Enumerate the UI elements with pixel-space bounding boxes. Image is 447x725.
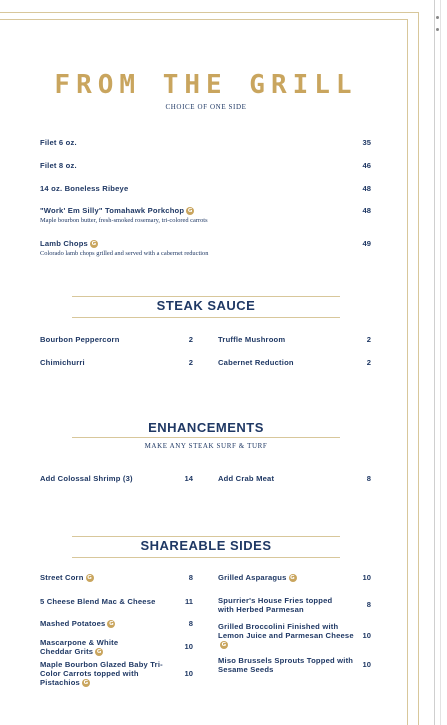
menu-item-price: 2	[366, 335, 371, 344]
menu-item-price: 48	[362, 184, 371, 193]
menu-item: Chimichurri	[40, 358, 85, 367]
enhancements-title: ENHANCEMENTS	[148, 420, 264, 435]
menu-item-price: 10	[184, 642, 193, 651]
menu-item-price: 35	[362, 138, 371, 147]
menu-item-description: Colorado lamb chops grilled and served with a cabernet reduction	[40, 250, 209, 257]
menu-item-price: 2	[188, 335, 193, 344]
enhancements-subtitle: MAKE ANY STEAK SURF & TURF	[144, 442, 268, 450]
menu-item: Miso Brussels Sprouts Topped with Sesame Seeds	[218, 656, 354, 674]
menu-item-price: 11	[184, 597, 193, 606]
menu-item-description: Maple bourbon butter, fresh-smoked rosemary, tri-colored carrots	[40, 217, 208, 224]
menu-item-price: 49	[362, 239, 371, 248]
menu-item	[40, 239, 98, 248]
section-rule	[72, 536, 340, 537]
menu-item: 5 Cheese Blend Mac & Cheese	[40, 597, 156, 606]
menu-item-name: Mashed Potatoes	[40, 619, 106, 628]
menu-item	[40, 573, 160, 582]
menu-item-price: 8	[188, 573, 193, 582]
gluten-free-icon: G	[91, 241, 97, 247]
gluten-free-icon: G	[109, 621, 114, 627]
sides-title: SHAREABLE SIDES	[140, 538, 272, 553]
menu-item-price: 10	[362, 631, 371, 640]
menu-item: Filet 8 oz.	[40, 161, 77, 170]
menu-item: Spurrier's House Fries topped with Herbed Parmesan	[218, 596, 333, 614]
menu-item-name: Lamb Chops	[40, 239, 88, 248]
menu-item	[218, 573, 338, 582]
section-rule	[72, 557, 340, 558]
menu-item: 14 oz. Boneless Ribeye	[40, 184, 129, 193]
page-edge-2	[440, 0, 441, 725]
menu-item	[40, 619, 160, 628]
gluten-free-icon: G	[96, 649, 102, 655]
menu-item-name: Mascarpone & White Cheddar Grits	[40, 638, 119, 656]
gluten-free-icon: G	[221, 642, 227, 648]
menu-item-price: 10	[184, 669, 193, 678]
menu-item-price: 8	[366, 600, 371, 609]
menu-item: Bourbon Peppercorn	[40, 335, 120, 344]
scan-dot	[436, 28, 439, 31]
gluten-free-icon: G	[290, 575, 295, 581]
gluten-free-icon: G	[83, 680, 89, 686]
menu-item-name: "Work' Em Silly" Tomahawk Porkchop	[40, 206, 185, 215]
menu-item-price: 46	[362, 161, 371, 170]
menu-item-price: 2	[188, 358, 193, 367]
menu-item-price: 2	[366, 358, 371, 367]
section-rule	[72, 296, 340, 297]
menu-item: Add Colossal Shrimp (3)	[40, 474, 133, 483]
gluten-free-icon: G	[187, 208, 193, 214]
section-rule	[72, 437, 340, 438]
grill-subtitle: CHOICE OF ONE SIDE	[165, 103, 247, 111]
menu-item-name: Grilled Asparagus	[218, 573, 287, 582]
menu-item	[40, 638, 140, 656]
menu-item-price: 8	[188, 619, 193, 628]
page-edge	[434, 0, 435, 725]
menu-item-name: Maple Bourbon Glazed Baby Tri-Color Carrots topped with Pistachios	[40, 660, 163, 687]
menu-item: Filet 6 oz.	[40, 138, 77, 147]
menu-item	[40, 206, 194, 215]
menu-item-price: 14	[184, 474, 193, 483]
grill-title: FROM THE GRILL	[54, 70, 358, 100]
menu-item: Truffle Mushroom	[218, 335, 286, 344]
menu-item-price: 10	[362, 573, 371, 582]
menu-item-price: 48	[362, 206, 371, 215]
menu-item	[218, 622, 354, 649]
scan-dot	[436, 16, 439, 19]
steak-sauce-title: STEAK SAUCE	[156, 298, 256, 313]
menu-item-name: Grilled Broccolini Finished with Lemon Juice and Parmesan Cheese	[218, 622, 354, 640]
section-rule	[72, 317, 340, 318]
menu-item-name: Street Corn	[40, 573, 84, 582]
menu-item	[40, 660, 176, 687]
menu-item-price: 8	[366, 474, 371, 483]
menu-item-price: 10	[362, 660, 371, 669]
menu-item: Cabernet Reduction	[218, 358, 294, 367]
menu-item: Add Crab Meat	[218, 474, 275, 483]
gluten-free-icon: G	[87, 575, 92, 581]
